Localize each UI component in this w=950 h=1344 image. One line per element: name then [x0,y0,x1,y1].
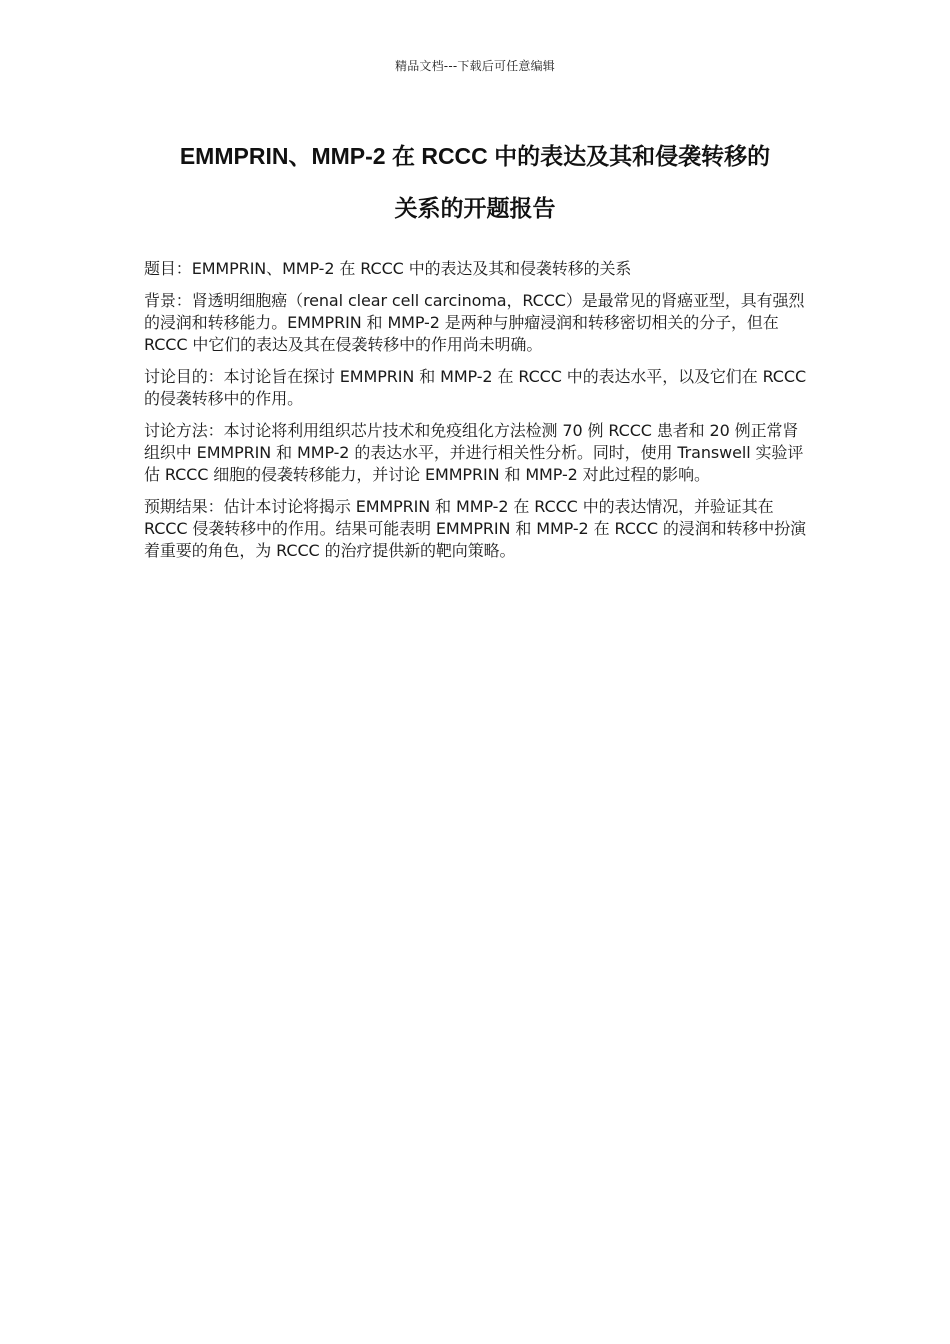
section-methods [144,420,808,486]
title-line: EMMPRIN、MMP-2 在 RCCC 中的表达及其和侵袭转移的 [179,143,771,169]
section-text: EMMPRIN、MMP-2 在 RCCC 中的表达及其和侵袭转移的关系 [191,259,632,278]
section-label: 背景： [144,291,192,310]
section-expected-results [144,496,808,562]
section-purpose [144,366,808,410]
section-text: 本讨论将利用组织芯片技术和免疫组化方法检测 70 例 RCCC 患者和 20 例正常肾组织中 EMMPRIN 和 MMP-2 的表达水平，并进行相关性分析。同时，使用 Transwell 实验评估 RCCC 细胞的侵袭转移能力，并讨论 EMMPRIN 和 MMP-2 对此过程的影响。 [144,421,804,484]
document-body [144,258,808,572]
section-label: 题目： [144,259,192,278]
section-text: 估计本讨论将揭示 EMMPRIN 和 MMP-2 在 RCCC 中的表达情况，并验证其在 RCCC 侵袭转移中的作用。结果可能表明 EMMPRIN 和 MMP-2 在 RCCC 的浸润和转移中扮演着重要的角色，为 RCCC 的治疗提供新的靶向策略。 [144,497,807,560]
section-label: 讨论目的： [144,367,224,386]
section-label: 讨论方法： [144,421,224,440]
header-note: 精品文档---下载后可任意编辑 [395,59,555,73]
document-title [130,130,820,234]
section-topic [144,258,808,280]
section-text: 肾透明细胞癌（renal clear cell carcinoma，RCCC）是最常见的肾癌亚型，具有强烈的浸润和转移能力。EMMPRIN 和 MMP-2 是两种与肿瘤浸润和转移密切相关的分子，但在 RCCC 中它们的表达及其在侵袭转移中的作用尚未明确。 [144,291,805,354]
title-line: 关系的开题报告 [394,195,556,221]
section-text: 本讨论旨在探讨 EMMPRIN 和 MMP-2 在 RCCC 中的表达水平，以及它们在 RCCC 的侵袭转移中的作用。 [144,367,807,408]
section-label: 预期结果： [144,497,224,516]
section-background [144,290,808,356]
